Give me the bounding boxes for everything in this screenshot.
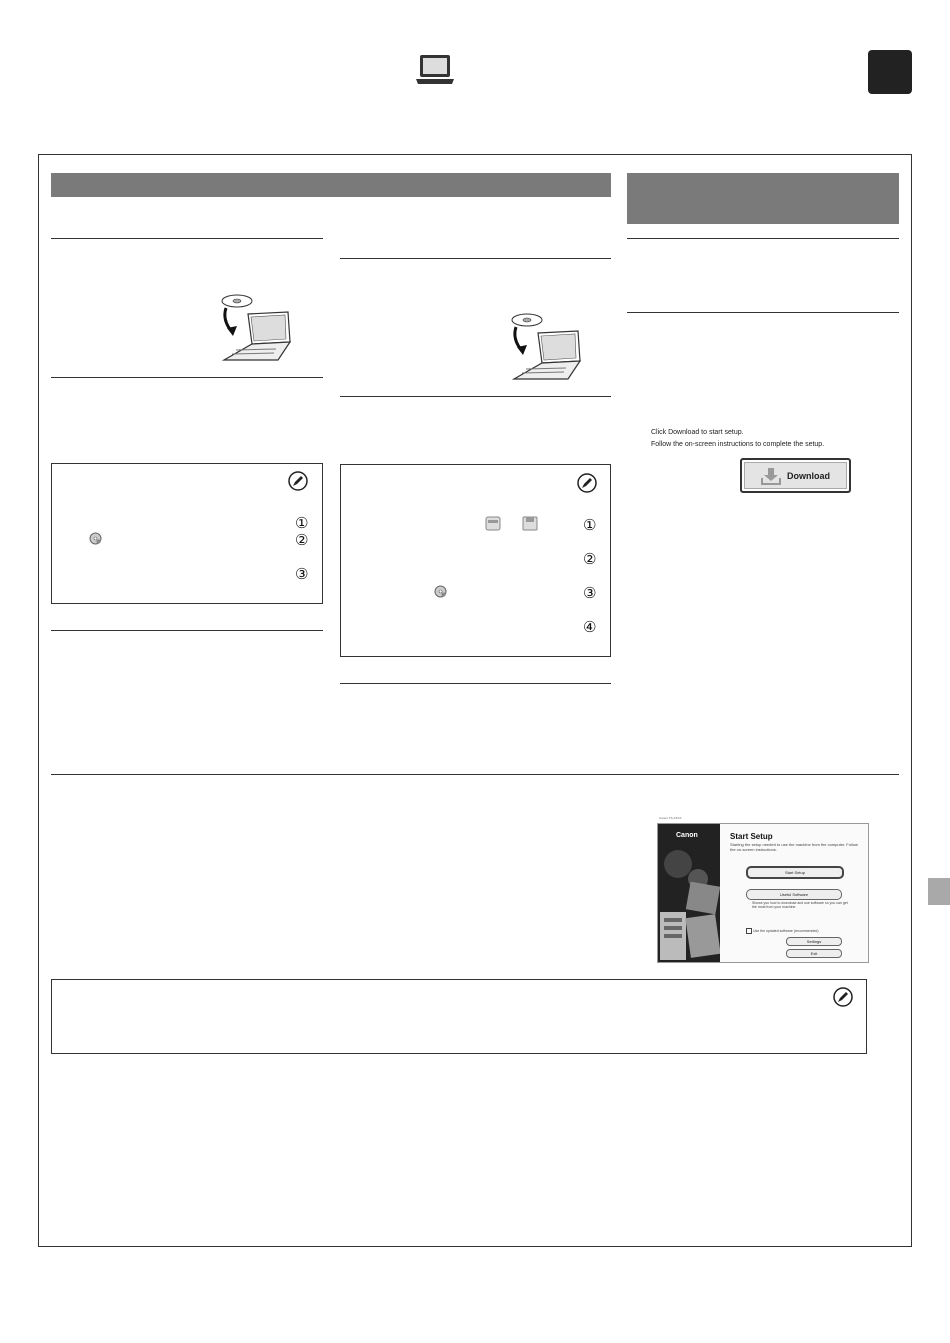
start-setup-screenshot (657, 823, 869, 963)
setup-cd-icon (89, 532, 102, 545)
divider (340, 258, 611, 259)
finder-icon (485, 516, 501, 531)
divider (51, 774, 899, 775)
setup-cd-icon (434, 585, 447, 598)
step-number-4: ④ (583, 618, 597, 636)
checkbox-icon (746, 928, 752, 934)
screenshot-title: Start Setup (730, 832, 773, 841)
step-number-1: ① (295, 514, 309, 532)
pencil-note-icon (833, 987, 853, 1007)
step-number-3: ③ (295, 565, 309, 583)
settings-button[interactable]: Settings (786, 937, 842, 946)
divider (627, 312, 899, 313)
start-setup-button[interactable]: Start Setup (746, 866, 844, 879)
useful-software-desc: Shows you how to download and use software so you can get the most from your machine. (752, 901, 848, 909)
step-number-2: ② (295, 531, 309, 549)
step-number-1: ① (583, 516, 597, 534)
right-section-header-bar (627, 173, 899, 224)
insert-cd-laptop-illustration (508, 311, 584, 383)
download-instruction-1: Click Download to start setup. (651, 429, 744, 436)
useful-software-button[interactable]: Useful Software (746, 889, 842, 900)
disk-icon (522, 516, 538, 531)
divider (627, 238, 899, 239)
side-index-tab (928, 878, 950, 905)
photo-collage (658, 824, 720, 963)
canon-logo: Canon (676, 832, 698, 839)
laptop-icon (414, 53, 456, 87)
divider (51, 238, 323, 239)
section-tab (868, 50, 912, 94)
divider (51, 630, 323, 631)
download-button[interactable] (740, 458, 851, 493)
divider (340, 683, 611, 684)
left-section-header-bar (51, 173, 611, 197)
pencil-note-icon (288, 471, 308, 491)
middle-note-box (340, 464, 611, 657)
checkbox-label: Use the updated software (recommended) (752, 928, 819, 933)
pencil-note-icon (577, 473, 597, 493)
bottom-note-box (51, 979, 867, 1054)
divider (51, 377, 323, 378)
screenshot-subtitle: Starting the setup needed to use the machine from the computer. Follow the on-screen instructions. (730, 842, 858, 852)
screenshot-caption: Canon TS-XXXX (659, 816, 682, 820)
download-button-label: Download (787, 470, 830, 481)
exit-button[interactable]: Exit (786, 949, 842, 958)
download-instruction-2: Follow the on-screen instructions to complete the setup. (651, 441, 825, 448)
download-arrow-icon (761, 467, 781, 485)
updated-software-checkbox[interactable] (746, 928, 819, 934)
insert-cd-laptop-illustration (218, 292, 294, 364)
step-number-2: ② (583, 550, 597, 568)
screenshot-photo-panel (658, 824, 720, 963)
divider (340, 396, 611, 397)
step-number-3: ③ (583, 584, 597, 602)
content-frame (38, 154, 912, 1247)
